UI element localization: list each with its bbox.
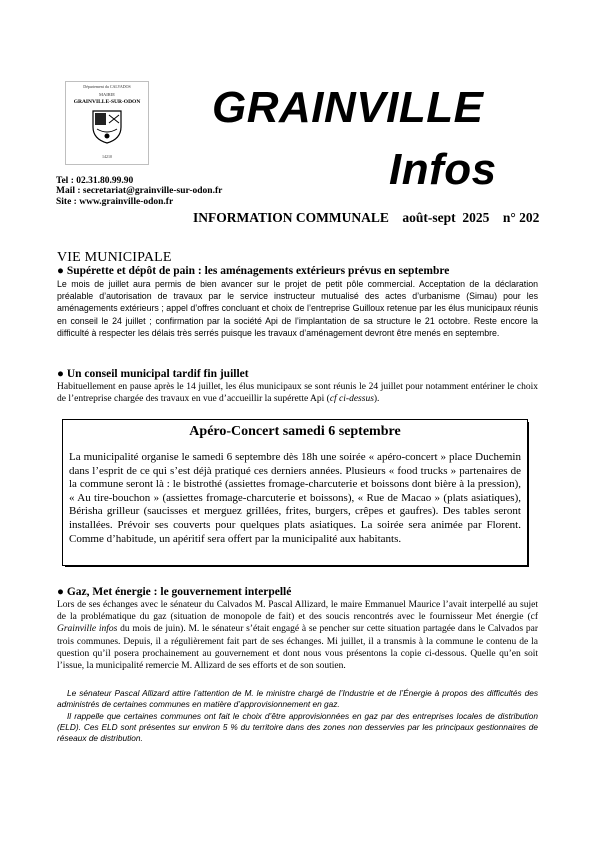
contact-website: Site : www.grainville-odon.fr (56, 197, 174, 207)
superette-body: Le mois de juillet aura permis de bien avancer sur le projet de petit pôle commercial. Acceptation de la déclaration préalable d’autorisation de travaux par le service instructeur mutualisé des actes d’urbanisme (Simau) pour les aménagements extérieurs ; appel d’offres concluant et choix de l’entreprise Guilloux retenue par les élus municipaux réunis en conseil le 24 juillet ; confirmation par la société Api de l’implantation de sa structure le 21 octobre. Reste encore la difficulté à respecter les délais très serrés puisque les travaux d’aménagement devront être menés en septembre. (57, 279, 538, 338)
superette-heading: ● Supérette et dépôt de pain : les aménagements extérieurs prévus en septembre (57, 265, 450, 277)
logo-mairie-text: MAIRIE (99, 92, 115, 97)
issue-date: août-sept 2025 (402, 210, 490, 225)
conseil-body: Habituellement en pause après le 14 juillet, les élus municipaux se sont réunis le 24 juillet pour notamment entériner le choix de l’entreprise chargée des travaux en vue d’accueillir la supérette Api (cf ci-dessus). (57, 382, 538, 405)
event-title: Apéro-Concert samedi 6 septembre (189, 424, 401, 439)
logo-department-text: Département du CALVADOS (83, 84, 131, 89)
gaz-body: Lors de ses échanges avec le sénateur du Calvados M. Pascal Allizard, le maire Emmanuel Maurice l’avait interpellé au sujet de la problématique du gaz (situation de monopole de fait) et des soucis rencontrés avec le fournisseur Met énergie (cf Grainville infos du mois de juin). M. le sénateur s’était engagé à se pencher sur cette situation partagée dans le Calvados par trois communes. Depuis, il a régulièrement fait part de ses échanges. Mi juillet, il a transmis à la commune le contenu de la question qu’il posera prochainement au gouvernement et dont nous vous présentons la copie ci-dessous. Quelle qu’en soit l’issue, la municipalité remercie M. Allizard de ses efforts et de son soutien. (57, 600, 538, 672)
logo-town-name: GRAINVILLE-SUR-ODON (73, 99, 141, 105)
coat-of-arms-icon (91, 109, 123, 145)
contact-phone: Tel : 02.31.80.99.90 (56, 176, 134, 186)
issue-label: INFORMATION COMMUNALE (193, 210, 389, 225)
issue-number: n° 202 (502, 210, 540, 225)
gaz-heading: ● Gaz, Met énergie : le gouvernement interpellé (57, 586, 292, 598)
event-body: La municipalité organise le samedi 6 septembre dès 18h une soirée « apéro-concert » place Duchemin dans l’esprit de ce qui s’est déjà pratiqué ces derniers années. Plusieurs « food trucks » partenaires de la commune seront là : le bistrothé (assiettes fromage-charcuterie et boissons dont bière à la pression), « Au tire-bouchon » (assiettes fromage-charcuterie et boissons), « Rue de Macao » (plats asiatiques), Bérisha grilleur (saucisses et merguez grillées, frites, burgers, crêpes et gaufres). Des tables seront installées. Prévoir ses couverts pour quelques plats asiatiques. La soirée sera animée par Florent. Comme d’habitude, un apéritif sera offert par la municipalité aux habitants. (69, 451, 521, 545)
masthead-title: GRAINVILLE (212, 83, 484, 132)
logo-postcode: 14210 (102, 154, 112, 159)
section-title: VIE MUNICIPALE (57, 250, 172, 265)
issue-info-line (193, 210, 539, 226)
masthead-subtitle: Infos (389, 145, 497, 194)
town-logo (65, 81, 149, 165)
gaz-note-2: Il rappelle que certaines communes ont fait le choix d’être approvisionnées en gaz par des entreprises locales de distribution (ELD). Ces ELD sont présentes sur environ 5 % du territoire dans des zones non desservies par les principaux gestionnaires de réseaux de distribution. (57, 711, 538, 743)
gaz-note-1: Le sénateur Pascal Allizard attire l’attention de M. le ministre chargé de l’Industrie et de l’Énergie à propos des difficultés des administrés de certaines communes en matière d’approvisionnement en gaz. (57, 688, 538, 709)
conseil-heading: ● Un conseil municipal tardif fin juillet (57, 368, 249, 380)
event-box (62, 419, 528, 566)
contact-email: Mail : secretariat@grainville-sur-odon.fr (56, 186, 223, 196)
